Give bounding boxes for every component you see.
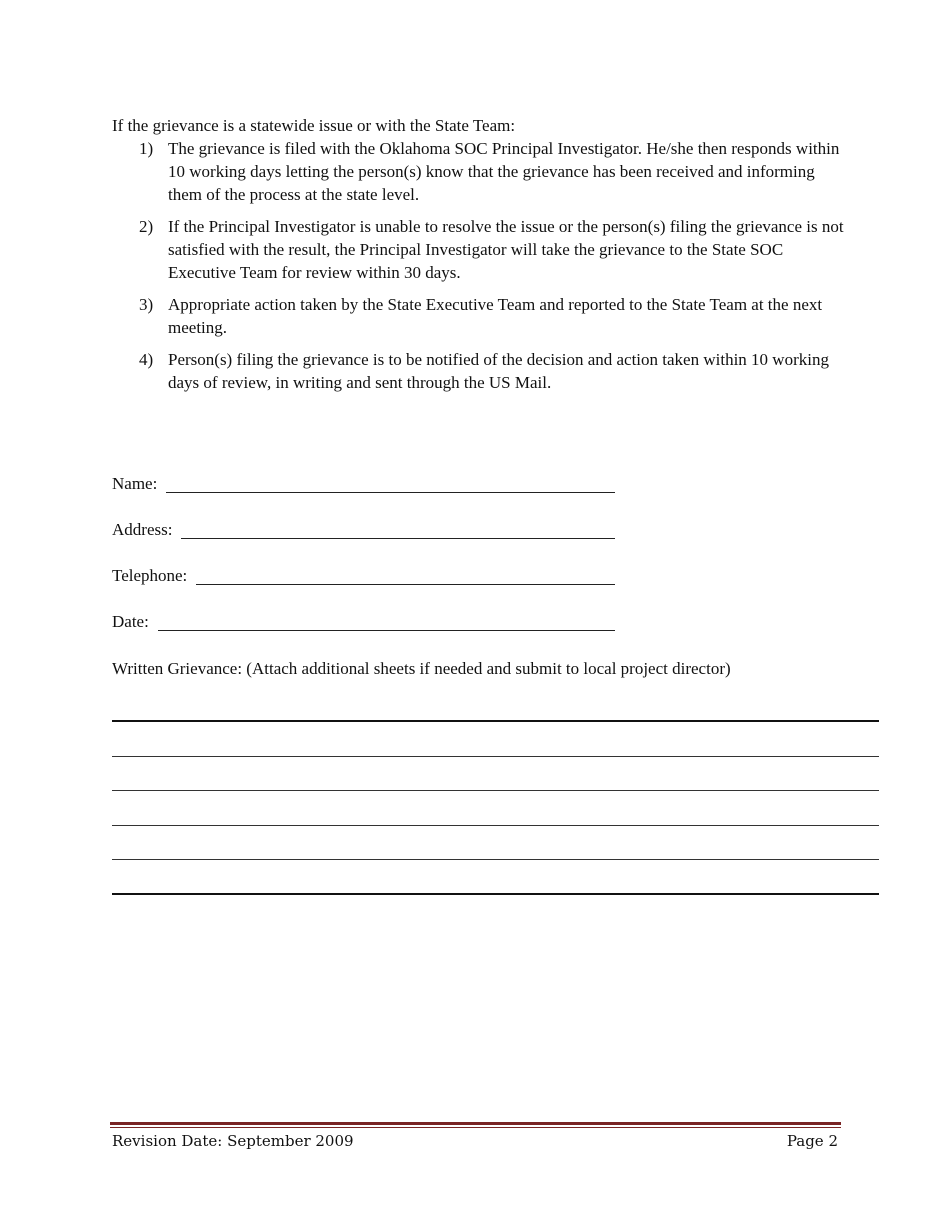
step-number: 2) (139, 217, 154, 236)
written-grievance-line[interactable] (112, 720, 879, 722)
name-input-line[interactable] (166, 475, 615, 493)
name-field (112, 472, 615, 495)
step-text: The grievance is filed with the Oklahoma SOC Principal Investigator. He/she then responds within 10 working days letting the person(s) know that the grievance has been received and informing them of the process at the state level. (168, 139, 840, 204)
step-number: 4) (139, 350, 154, 369)
step-item (112, 215, 852, 284)
address-label: Address: (112, 520, 173, 539)
written-grievance-line[interactable] (112, 756, 879, 757)
revision-date: Revision Date: September 2009 (112, 1132, 354, 1150)
date-field (112, 610, 615, 633)
telephone-field (112, 564, 615, 587)
written-grievance-line[interactable] (112, 893, 879, 895)
written-grievance-line[interactable] (112, 790, 879, 791)
step-item (112, 137, 852, 206)
step-text: Appropriate action taken by the State Executive Team and reported to the State Team at the next meeting. (168, 295, 823, 337)
step-number: 1) (139, 139, 154, 158)
page-number: Page 2 (786, 1132, 838, 1150)
written-grievance-line[interactable] (112, 859, 879, 860)
name-label: Name: (112, 474, 158, 493)
step-text: If the Principal Investigator is unable to resolve the issue or the person(s) filing the grievance is not satisfied with the result, the Principal Investigator will take the grievance to the State SOC Executive Team for review within 30 days. (168, 217, 844, 282)
footer-divider-thin (110, 1127, 841, 1128)
step-text: Person(s) filing the grievance is to be notified of the decision and action taken within 10 working days of review, in writing and sent through the US Mail. (168, 350, 829, 392)
intro-text: If the grievance is a statewide issue or with the State Team: (112, 116, 516, 135)
date-input-line[interactable] (158, 613, 615, 631)
date-label: Date: (112, 612, 149, 631)
address-input-line[interactable] (181, 521, 615, 539)
written-grievance-line[interactable] (112, 825, 879, 826)
telephone-label: Telephone: (112, 566, 188, 585)
footer-divider (110, 1122, 841, 1125)
grievance-steps (112, 137, 852, 403)
step-number: 3) (139, 295, 154, 314)
address-field (112, 518, 615, 541)
step-item (112, 293, 852, 339)
step-item (112, 348, 852, 394)
telephone-input-line[interactable] (196, 567, 615, 585)
written-grievance-label: Written Grievance: (Attach additional sheets if needed and submit to local project director) (112, 659, 731, 678)
